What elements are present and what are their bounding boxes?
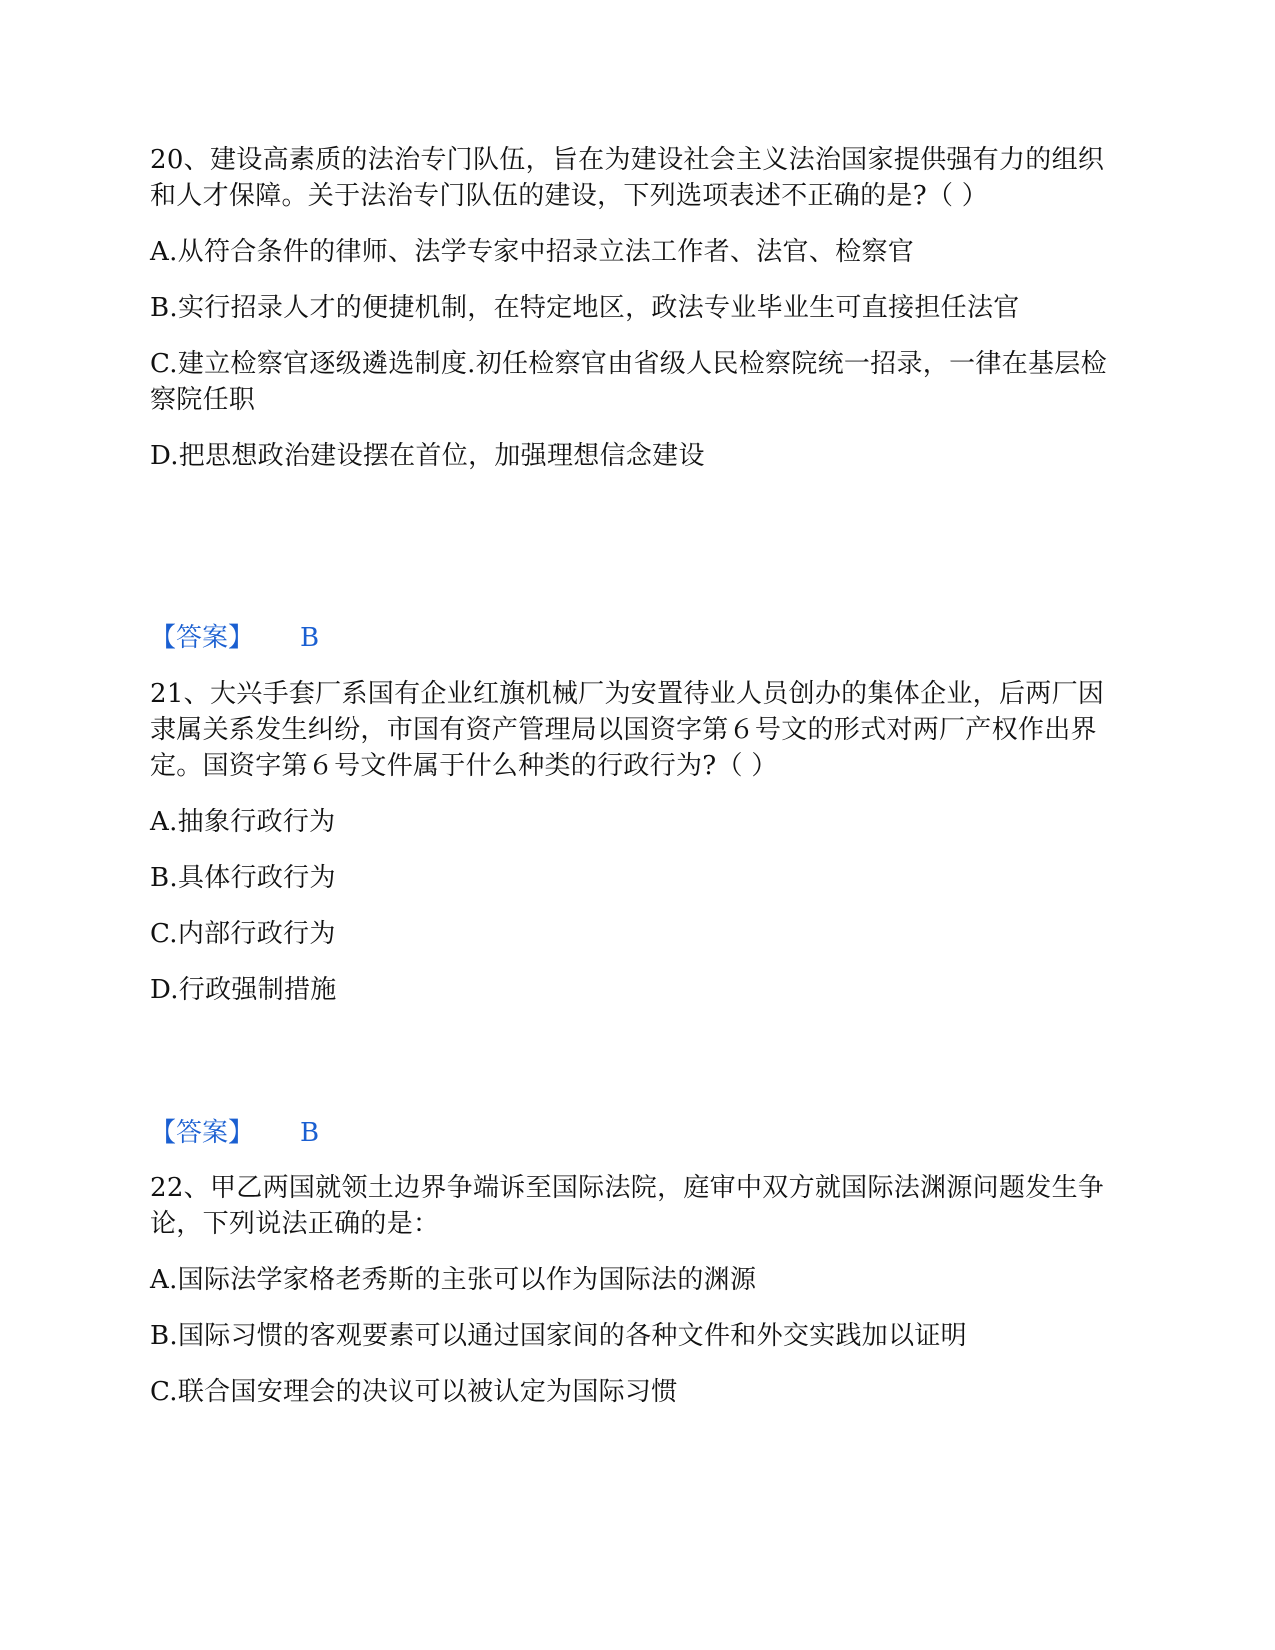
answer-label: 【答案】 [150, 1118, 255, 1148]
answer-value: B [300, 1118, 320, 1148]
question-21 [150, 676, 1110, 1028]
question-stem: 21、大兴手套厂系国有企业红旗机械厂为安置待业人员创办的集体企业，后两厂因隶属关系发生纠纷，市国有资产管理局以国资字第６号文的形式对两厂产权作出界定。国资字第６号文件属于什么种类的行政行为?（ ） [150, 679, 1105, 781]
option-a: A.国际法学家格老秀斯的主张可以作为国际法的渊源 [150, 1265, 757, 1295]
option-b: B.实行招录人才的便捷机制，在特定地区，政法专业毕业生可直接担任法官 [150, 293, 1020, 323]
question-stem: 22、甲乙两国就领土边界争端诉至国际法院，庭审中双方就国际法渊源问题发生争论，下列说法正确的是： [150, 1173, 1105, 1239]
option-d: D.行政强制措施 [150, 975, 337, 1005]
option-a: A.抽象行政行为 [150, 807, 336, 837]
question-22 [150, 1170, 1110, 1430]
question-20 [150, 142, 1110, 494]
answer-line [150, 620, 319, 656]
option-c: C.联合国安理会的决议可以被认定为国际习惯 [150, 1377, 678, 1407]
option-a: A.从符合条件的律师、法学专家中招录立法工作者、法官、检察官 [150, 237, 915, 267]
option-c: C.建立检察官逐级遴选制度.初任检察官由省级人民检察院统一招录，一律在基层检察院任职 [150, 349, 1107, 415]
answer-value: B [300, 623, 320, 653]
answer-label: 【答案】 [150, 623, 255, 653]
option-c: C.内部行政行为 [150, 919, 336, 949]
question-stem: 20、建设高素质的法治专门队伍，旨在为建设社会主义法治国家提供强有力的组织和人才保障。关于法治专门队伍的建设，下列选项表述不正确的是?（ ） [150, 145, 1105, 211]
option-d: D.把思想政治建设摆在首位，加强理想信念建设 [150, 441, 705, 471]
option-b: B.国际习惯的客观要素可以通过国家间的各种文件和外交实践加以证明 [150, 1321, 967, 1351]
answer-line [150, 1115, 319, 1151]
option-b: B.具体行政行为 [150, 863, 336, 893]
